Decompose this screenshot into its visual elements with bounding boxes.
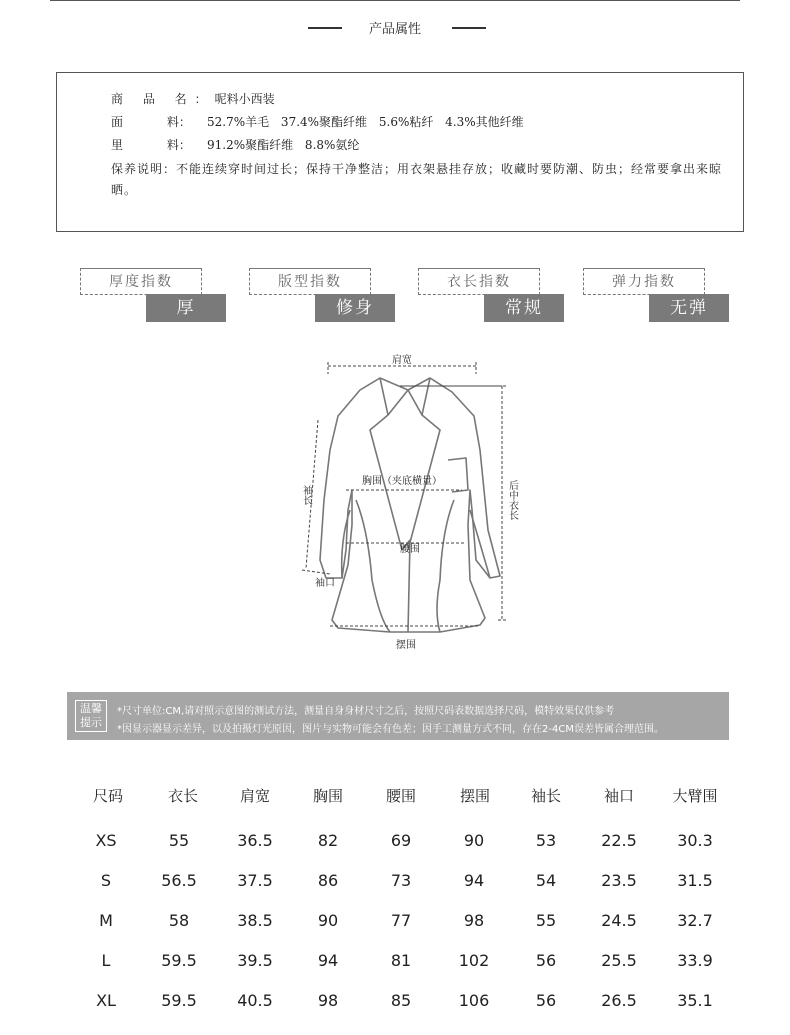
top-divider	[50, 0, 740, 1]
table-cell: 56	[535, 991, 557, 1010]
section-header	[0, 18, 790, 38]
label-shoulder: 肩宽	[392, 355, 412, 366]
table-cell: 98	[317, 991, 339, 1010]
table-cell: 54	[535, 871, 557, 890]
table-cell: 38.5	[237, 911, 273, 930]
care-instructions: 保养说明：不能连续穿时间过长；保持干净整洁；用衣架悬挂存放；收藏时要防潮、防虫；经常要拿出来晾晒。	[111, 162, 723, 197]
table-row	[68, 831, 748, 861]
property-value: 52.7%羊毛 37.4%聚酯纤维 5.6%粘纤 4.3%其他纤维	[207, 115, 524, 129]
property-label: 商 品 名：	[111, 92, 215, 106]
product-properties-box	[56, 72, 744, 232]
index-label: 弹力指数	[583, 268, 705, 295]
table-cell: S	[100, 871, 112, 890]
index-label: 版型指数	[249, 268, 371, 295]
table-row	[68, 951, 748, 981]
table-cell: 35.1	[677, 991, 713, 1010]
index-value: 厚	[146, 294, 226, 322]
header-cell: 尺码	[92, 787, 123, 805]
table-cell: 56.5	[161, 871, 197, 890]
thickness-index	[80, 268, 230, 324]
measurement-diagram	[290, 350, 530, 660]
table-cell: 24.5	[601, 911, 637, 930]
index-label: 衣长指数	[418, 268, 540, 295]
table-cell: 59.5	[161, 951, 197, 970]
property-fabric-row	[111, 113, 524, 130]
header-cell: 袖长	[530, 787, 561, 805]
table-row	[68, 911, 748, 941]
table-cell: 59.5	[161, 991, 197, 1010]
table-cell: 23.5	[601, 871, 637, 890]
table-cell: XS	[95, 831, 117, 850]
table-cell: 94	[463, 871, 485, 890]
length-index	[418, 268, 568, 324]
header-cell: 袖口	[603, 787, 634, 805]
section-title: 产品属性	[368, 22, 421, 37]
header-cell: 胸围	[312, 787, 343, 805]
header-line-left	[308, 27, 342, 29]
label-chest: 胸围（夹底横量）	[362, 476, 442, 487]
table-cell: 36.5	[237, 831, 273, 850]
header-cell: 腰围	[385, 787, 416, 805]
property-name-row	[111, 90, 275, 107]
table-cell: 30.3	[677, 831, 713, 850]
property-value: 91.2%聚酯纤维 8.8%氨纶	[207, 138, 360, 152]
header-cell: 大臂围	[672, 787, 718, 805]
table-cell: 58	[168, 911, 190, 930]
index-value: 常规	[484, 294, 564, 322]
tips-line-2: *因显示器显示差异，以及拍摄灯光原因，图片与实物可能会有色差；因手工测量方式不同，存在2-4CM误差皆属合理范围。	[117, 724, 664, 735]
table-row	[68, 991, 748, 1021]
index-label: 厚度指数	[80, 268, 202, 295]
property-label: 面 料：	[111, 115, 191, 129]
table-cell: 90	[463, 831, 485, 850]
table-cell: 37.5	[237, 871, 273, 890]
header-line-right	[452, 27, 486, 29]
index-value: 修身	[315, 294, 395, 322]
table-cell: 94	[317, 951, 339, 970]
table-cell: 33.9	[677, 951, 713, 970]
index-value: 无弹	[649, 294, 729, 322]
table-cell: 73	[390, 871, 412, 890]
table-cell: 85	[390, 991, 412, 1010]
table-cell: L	[101, 951, 111, 970]
property-value: 呢料小西装	[214, 92, 275, 106]
header-cell: 摆围	[459, 787, 490, 805]
blazer-outline	[320, 378, 500, 632]
table-cell: 53	[535, 831, 557, 850]
table-cell: 22.5	[601, 831, 637, 850]
table-header-row	[68, 785, 748, 815]
label-sleeve: 袖长	[300, 485, 312, 505]
table-cell: 26.5	[601, 991, 637, 1010]
table-cell: 55	[168, 831, 190, 850]
fit-index	[249, 268, 399, 324]
header-cell: 肩宽	[239, 787, 270, 805]
tips-line-1: *尺寸单位:CM,请对照示意图的测试方法，测量自身身材尺寸之后，按照尺码表数据选择尺码，模特效果仅供参考	[117, 706, 615, 717]
blazer-sketch	[290, 350, 530, 660]
table-cell: 32.7	[677, 911, 713, 930]
label-back-length: 后中衣长	[506, 480, 518, 520]
tips-badge: 温馨提示	[75, 700, 107, 732]
table-cell: 31.5	[677, 871, 713, 890]
table-cell: 102	[458, 951, 490, 970]
table-cell: 106	[458, 991, 490, 1010]
table-cell: M	[99, 911, 113, 930]
label-cuff: 袖口	[315, 578, 335, 589]
table-cell: 25.5	[601, 951, 637, 970]
table-cell: 81	[390, 951, 412, 970]
table-cell: 90	[317, 911, 339, 930]
table-cell: 55	[535, 911, 557, 930]
table-cell: 82	[317, 831, 339, 850]
header-cell: 衣长	[167, 787, 198, 805]
table-cell: 86	[317, 871, 339, 890]
table-row	[68, 871, 748, 901]
table-cell: 56	[535, 951, 557, 970]
stretch-index	[583, 268, 733, 324]
table-cell: 39.5	[237, 951, 273, 970]
label-hem: 摆围	[396, 640, 416, 651]
tips-banner	[67, 692, 729, 740]
table-cell: XL	[96, 991, 116, 1010]
table-cell: 98	[463, 911, 485, 930]
property-lining-row	[111, 136, 359, 153]
label-waist: 腰围	[400, 544, 420, 555]
table-cell: 69	[390, 831, 412, 850]
table-cell: 40.5	[237, 991, 273, 1010]
table-cell: 77	[390, 911, 412, 930]
property-label: 里 料：	[111, 138, 191, 152]
